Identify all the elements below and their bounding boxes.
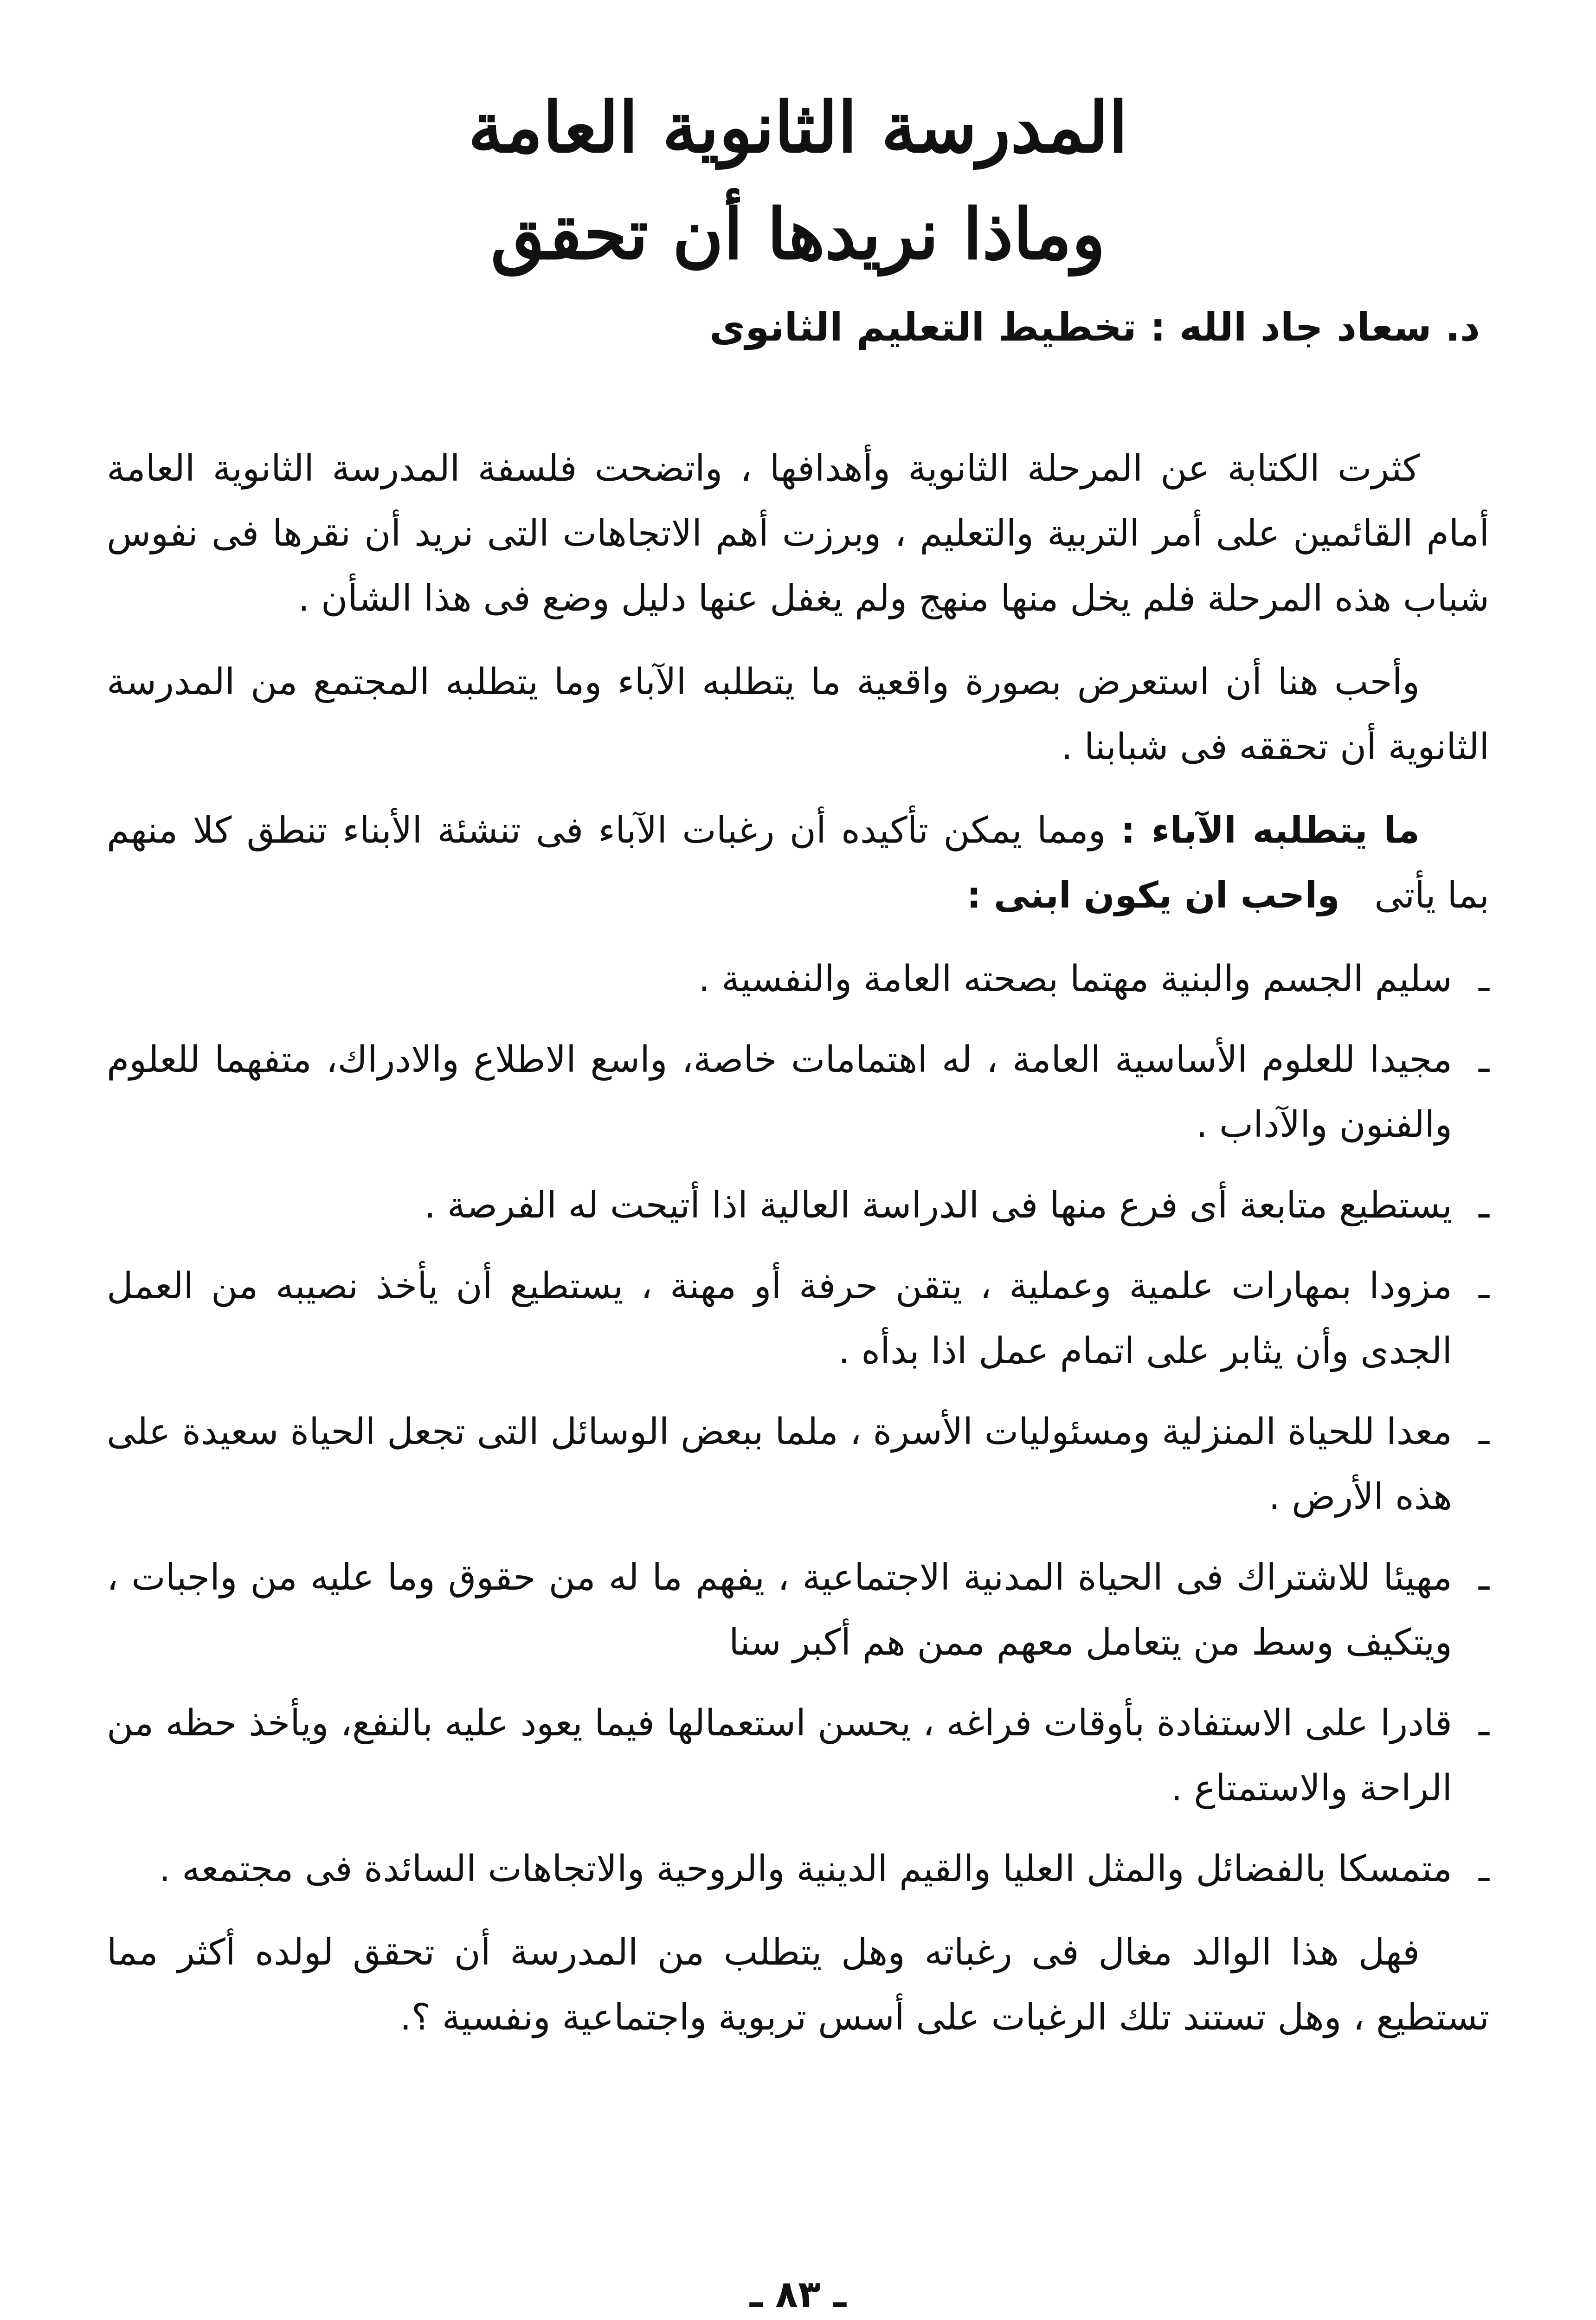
bullet-dash: ـ	[1479, 1265, 1489, 1307]
article-title	[0, 74, 1596, 288]
list-item	[107, 1254, 1489, 1384]
list-item	[107, 1837, 1489, 1901]
title-line-2: وماذا نريدها أن تحقق	[490, 193, 1106, 275]
bullet-dash: ـ	[1479, 1702, 1489, 1744]
article-body	[107, 436, 1489, 2069]
list-item	[107, 1399, 1489, 1529]
list-item	[107, 1027, 1489, 1157]
list-item-text: مجيدا للعلوم الأساسية العامة ، له اهتمامات خاصة، واسع الاطلاع والادراك، متفهما للعلوم والفنون والآداب .	[107, 1039, 1452, 1146]
list-item-text: سليم الجسم والبنية مهتما بصحته العامة والنفسية .	[698, 958, 1452, 1000]
parents-lead-text: ومما يمكن تأكيده أن رغبات الآباء فى تنشئة الأبناء تنطق كلا منهم بما يأتى	[107, 810, 1489, 916]
bullet-dash: ـ	[1479, 1039, 1489, 1081]
title-line-1: المدرسة الثانوية العامة	[468, 87, 1128, 168]
bullet-dash: ـ	[1479, 1185, 1489, 1226]
list-item	[107, 1691, 1489, 1821]
paragraph-purpose: وأحب هنا أن استعرض بصورة واقعية ما يتطلبه الآباء وما يتطلبه المجتمع من المدرسة الثانوية أن تحققه فى شبابنا .	[107, 661, 1489, 768]
list-item-text: معدا للحياة المنزلية ومسئوليات الأسرة ، ملما ببعض الوسائل التى تجعل الحياة سعيدة على هذه الأرض .	[107, 1411, 1452, 1518]
list-item-text: مهيئا للاشتراك فى الحياة المدنية الاجتماعية ، يفهم ما له من حقوق وما عليه من واجبات ، ويتكيف وسط من يتعامل معهم ممن هم أكبر سنا	[107, 1557, 1452, 1663]
bullet-dash: ـ	[1479, 1411, 1489, 1453]
list-item-text: مزودا بمهارات علمية وعملية ، يتقن حرفة أو مهنة ، يستطيع أن يأخذ نصيبه من العمل الجدى وأن يثابر على اتمام عمل اذا بدأه .	[107, 1265, 1452, 1372]
page-number: ـ ٨٣ ـ	[749, 2273, 847, 2316]
list-item	[107, 1545, 1489, 1675]
list-item-text: متمسكا بالفضائل والمثل العليا والقيم الدينية والروحية والاتجاهات السائدة فى مجتمعه .	[159, 1848, 1452, 1890]
paragraph-closing: فهل هذا الوالد مغال فى رغباته وهل يتطلب من المدرسة أن تحقق لولده أكثر مما تستطيع ، وهل تستند تلك الرغبات على أسس تربوية واجتماعية ونفسية ؟.	[107, 1932, 1489, 2038]
list-item	[107, 947, 1489, 1012]
list-item	[107, 1173, 1489, 1238]
bullet-dash: ـ	[1479, 1848, 1489, 1890]
wishes-list	[107, 947, 1489, 1901]
list-item-text: يستطيع متابعة أى فرع منها فى الدراسة العالية اذا أتيحت له الفرصة .	[424, 1185, 1452, 1226]
author-line: د. سعاد جاد الله : تخطيط التعليم الثانوى	[709, 304, 1480, 350]
bullet-dash: ـ	[1479, 958, 1489, 1000]
paragraph-intro: كثرت الكتابة عن المرحلة الثانوية وأهدافها ، واتضحت فلسفة المدرسة الثانوية العامة أمام القائمين على أمر التربية والتعليم ، وبرزت أهم الاتجاهات التى نريد أن نقرها فى نفوس شباب هذه المرحلة فلم يخل منها منهج ولم يغفل عنها دليل وضع فى هذا الشأن .	[107, 448, 1489, 619]
paragraph-parents	[107, 798, 1489, 928]
list-item-text: قادرا على الاستفادة بأوقات فراغه ، يحسن استعمالها فيما يعود عليه بالنفع، ويأخذ حظه من الراحة والاستمتاع .	[107, 1702, 1452, 1809]
bullet-dash: ـ	[1479, 1557, 1489, 1598]
parents-lead-heading: ما يتطلبه الآباء :	[1120, 810, 1420, 851]
parents-want-heading: واحب ان يكون ابنى :	[966, 875, 1340, 916]
